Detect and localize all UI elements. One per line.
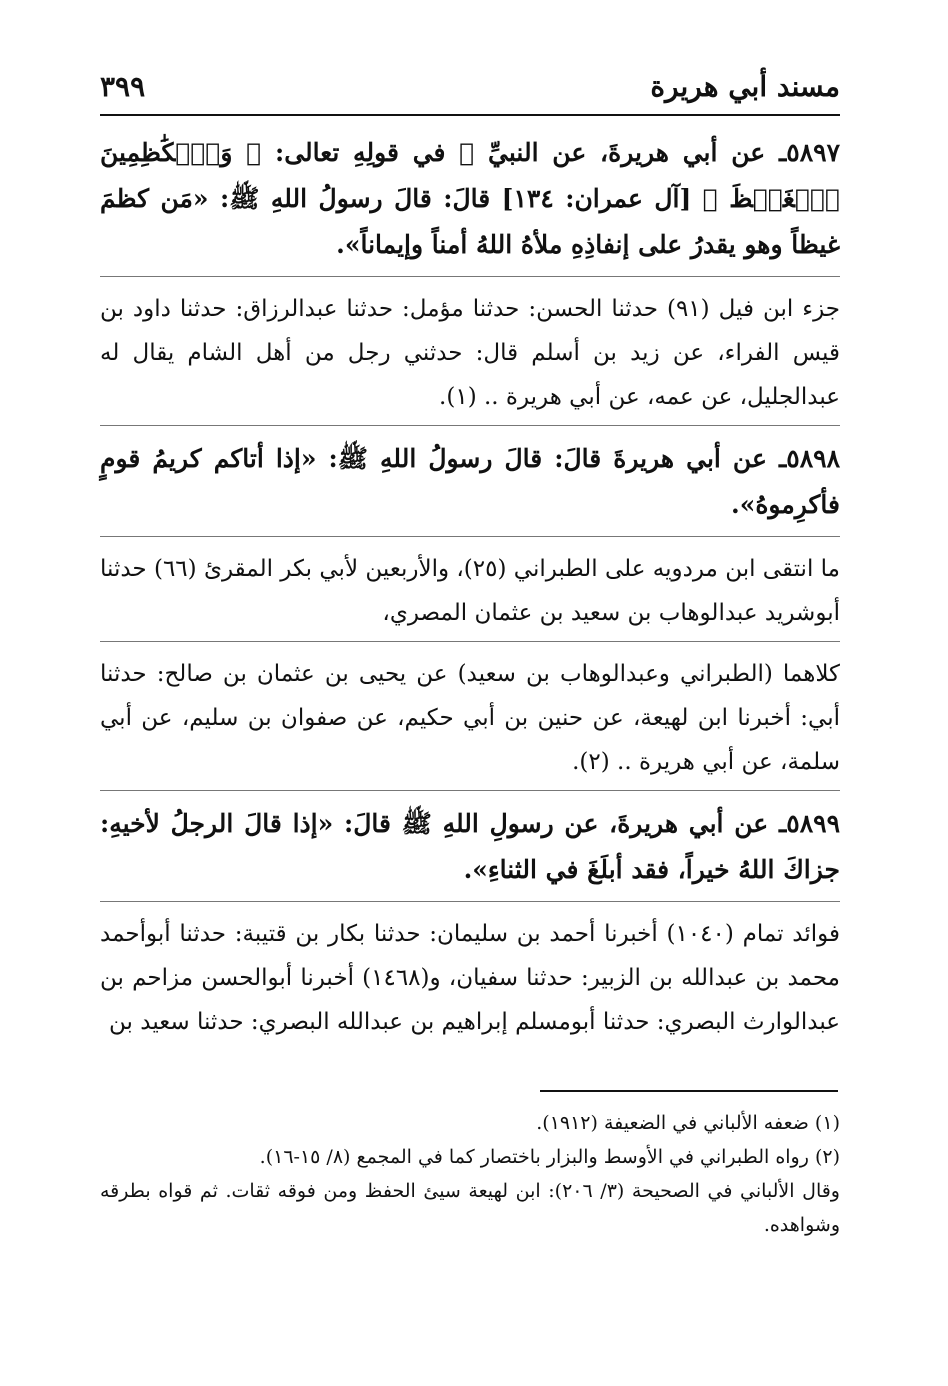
page-number: ٣٩٩ <box>100 70 146 103</box>
section-divider <box>100 790 840 791</box>
hadith-5898 <box>100 436 840 528</box>
hadith-number: ٥٨٩٩ـ <box>778 809 840 838</box>
footnote-2-continued: وقال الألباني في الصحيحة (٣/ ٢٠٦): ابن لهيعة سيئ الحفظ ومن فوقه ثقات. ثم قواه بطرقه وشواهده. <box>100 1180 840 1236</box>
section-divider <box>100 641 840 642</box>
section-divider <box>100 901 840 902</box>
hadith-text: عن أبي هريرةَ قالَ: قالَ رسولُ اللهِ ﷺ: «إذا أتاكم كريمُ قومٍ فأكرِموهُ». <box>100 444 840 519</box>
hadith-5899 <box>100 801 840 893</box>
hadith-text: عن أبي هريرةَ، عن النبيِّ ﷺ في قولِهِ تعالى: ﴿ وَٱلۡكَٰظِمِينَ ٱلۡغَيۡظَ ﴾ [آل عمران: ١٣٤] قالَ: قالَ رسولُ اللهِ ﷺ: «مَن كظمَ غيظاً وهو يقدرُ على إنفاذِهِ ملأهُ اللهُ أمناً وإيماناً». <box>100 138 840 259</box>
page-header <box>100 66 840 114</box>
hadith-source-continued: كلاهما (الطبراني وعبدالوهاب بن سعيد) عن يحيى بن عثمان بن صالح: حدثنا أبي: أخبرنا ابن لهيعة، عن حنين بن أبي حكيم، عن صفوان بن سليم، عن أبي سلمة، عن أبي هريرة .. (٢). <box>100 661 840 775</box>
footnote-2: (٢) رواه الطبراني في الأوسط والبزار باختصار كما في المجمع (٨/ ١٥-١٦). <box>259 1146 840 1168</box>
hadith-number: ٥٨٩٧ـ <box>778 138 840 167</box>
hadith-number: ٥٨٩٨ـ <box>778 444 840 473</box>
hadith-source: جزء ابن فيل (٩١) حدثنا الحسن: حدثنا مؤمل: حدثنا عبدالرزاق: حدثنا داود بن قيس الفراء، عن زيد بن أسلم قال: حدثني رجل من أهل الشام يقال له عبدالجليل، عن عمه، عن أبي هريرة .. (١). <box>100 296 840 410</box>
section-divider <box>100 276 840 277</box>
footnotes <box>100 1106 840 1242</box>
hadith-5897 <box>100 130 840 268</box>
main-content <box>100 130 840 1050</box>
footnote-1: (١) ضعفه الألباني في الضعيفة (١٩١٢). <box>536 1112 840 1134</box>
running-title: مسند أبي هريرة <box>650 70 840 103</box>
footnote-rule <box>540 1090 838 1092</box>
hadith-source: ما انتقى ابن مردويه على الطبراني (٢٥)، والأربعين لأبي بكر المقرئ (٦٦) حدثنا أبوشريد عبدالوهاب بن سعيد بن عثمان المصري، <box>100 556 840 626</box>
hadith-text: عن أبي هريرةَ، عن رسولِ اللهِ ﷺ قالَ: «إذا قالَ الرجلُ لأخيهِ: جزاكَ اللهُ خيراً، فقد أبلَغَ في الثناءِ». <box>100 809 840 884</box>
header-rule <box>100 114 840 116</box>
section-divider <box>100 536 840 537</box>
section-divider <box>100 425 840 426</box>
hadith-source: فوائد تمام (١٠٤٠) أخبرنا أحمد بن سليمان: حدثنا بكار بن قتيبة: حدثنا أبوأحمد محمد بن عبدالله بن الزبير: حدثنا سفيان، و(١٤٦٨) أخبرنا أبوالحسن مزاحم بن عبدالوارث البصري: حدثنا أبومسلم إبراهيم بن عبدالله البصري: حدثنا سعيد بن <box>100 921 840 1035</box>
